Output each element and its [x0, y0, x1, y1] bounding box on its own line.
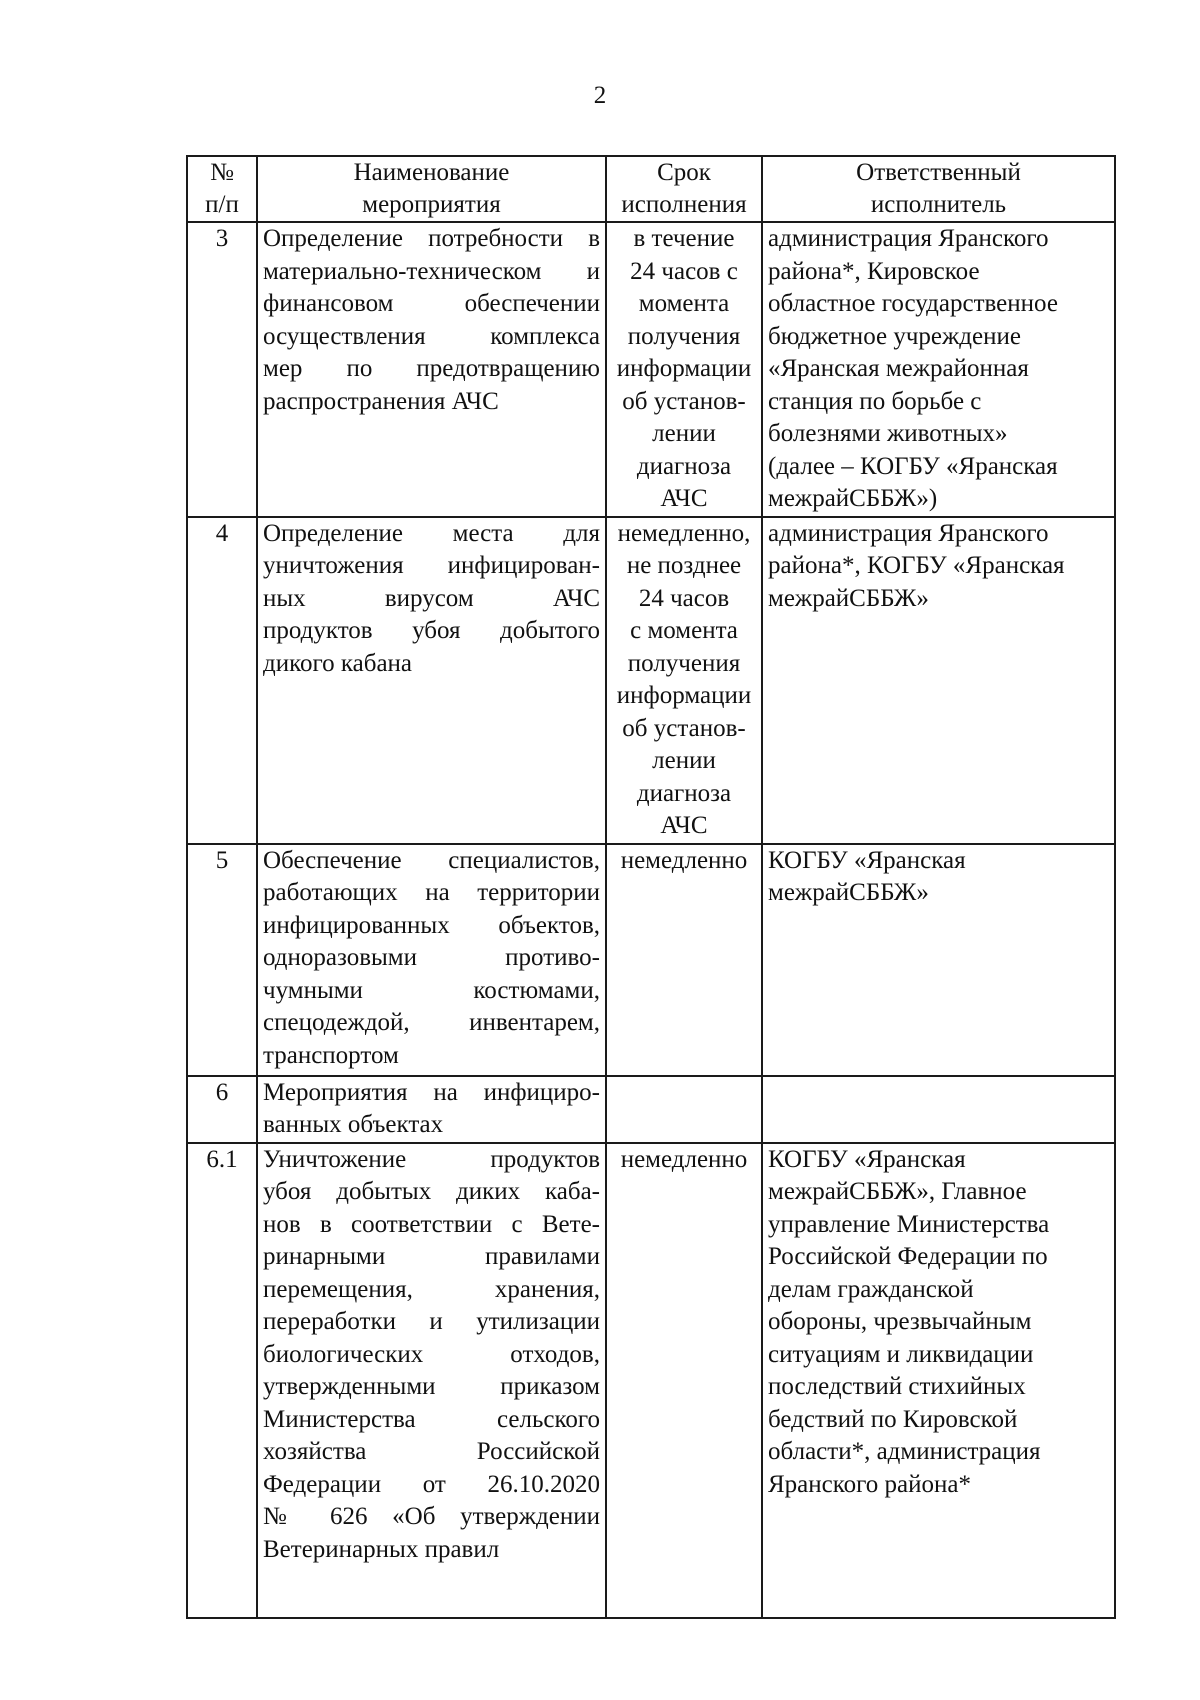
measure-name-line: № 626 «Об утверждении — [263, 1503, 600, 1530]
measure-name-line: ванных объектах — [263, 1111, 444, 1138]
responsible-executor-line: управление Министерства — [768, 1210, 1050, 1238]
execution-term-line: диагноза — [636, 452, 732, 480]
header-name: Наименование мероприятия — [257, 156, 606, 222]
measure-name-line: ных вирусом АЧС — [263, 584, 600, 612]
responsible-executor-line: последствий стихийных — [768, 1373, 1026, 1400]
measure-name-line: убоя добытых диких каба- — [263, 1178, 600, 1205]
measure-name-line: перемещения, хранения, — [263, 1275, 600, 1303]
responsible-executor-line: района*, Кировское — [768, 257, 980, 285]
execution-term-line: АЧС — [660, 485, 708, 512]
measure-name-line: уничтожения инфицирован- — [263, 552, 600, 579]
measure-name-line: продуктов убоя добытого — [263, 617, 600, 644]
execution-term-line: 24 часов с — [630, 257, 738, 285]
measure-name-line: биологических отходов, — [263, 1340, 600, 1368]
execution-term-line: лении — [652, 420, 716, 447]
execution-term-line: лении — [652, 747, 716, 774]
row-number: 4 — [187, 517, 257, 844]
measure-name-line: работающих на территории — [263, 879, 600, 906]
row-number: 5 — [187, 844, 257, 1076]
measure-name-line: чумными костюмами, — [263, 976, 600, 1004]
responsible-executor — [762, 1143, 1115, 1618]
execution-term — [606, 1076, 762, 1143]
measure-name — [257, 1143, 606, 1618]
responsible-executor — [762, 222, 1115, 517]
responsible-executor-line: ситуациям и ликвидации — [768, 1340, 1034, 1368]
responsible-executor-line: области*, администрация — [768, 1438, 1041, 1465]
responsible-executor — [762, 844, 1115, 1076]
responsible-executor — [762, 1076, 1115, 1143]
responsible-executor-line: администрация Яранского — [768, 225, 1049, 252]
measure-name-line: Определение потребности в — [263, 225, 600, 252]
measure-name-line: распространения АЧС — [263, 387, 499, 415]
responsible-executor-line: (далее – КОГБУ «Яранская — [768, 452, 1058, 480]
execution-term — [606, 222, 762, 517]
measure-name-line: финансовом обеспечении — [263, 290, 600, 317]
measure-name-line: Мероприятия на инфициро- — [263, 1078, 600, 1106]
responsible-executor-line: Российской Федерации по — [768, 1243, 1048, 1270]
execution-term-line: информации — [616, 355, 752, 382]
responsible-executor-line: межрайСББЖ» — [768, 879, 929, 906]
measure-name-line: дикого кабана — [263, 649, 413, 677]
execution-term — [606, 844, 762, 1076]
measure-name-line: нов в соответствии с Вете- — [263, 1210, 600, 1238]
execution-term-line: в течение — [633, 225, 735, 252]
execution-term-line: немедленно — [620, 1145, 748, 1173]
row-number: 6.1 — [187, 1143, 257, 1618]
execution-term-line: момента — [638, 290, 730, 317]
responsible-executor-line: администрация Яранского — [768, 519, 1049, 547]
header-num: № п/п — [187, 156, 257, 222]
measure-name-line: осуществления комплекса — [263, 322, 600, 350]
measure-name — [257, 222, 606, 517]
table-header-row — [187, 156, 1115, 222]
measure-name-line: материально-техническом и — [263, 257, 600, 285]
measure-name-line: хозяйства Российской — [263, 1438, 600, 1465]
row-number: 6 — [187, 1076, 257, 1143]
measure-name-line: спецодеждой, инвентарем, — [263, 1009, 600, 1036]
responsible-executor-line: «Яранская межрайонная — [768, 355, 1029, 382]
responsible-executor-line: станция по борьбе с — [768, 387, 982, 415]
measure-name-line: Обеспечение специалистов, — [263, 846, 600, 874]
execution-term — [606, 1143, 762, 1618]
table-row — [187, 1076, 1115, 1143]
responsible-executor-line: бюджетное учреждение — [768, 322, 1021, 350]
table-row — [187, 1143, 1115, 1618]
responsible-executor-line: КОГБУ «Яранская — [768, 1145, 966, 1173]
measure-name-line: ринарными правилами — [263, 1243, 600, 1270]
measure-name-line: инфицированных объектов, — [263, 911, 600, 939]
measure-name-line: переработки и утилизации — [263, 1308, 600, 1335]
measure-name-line: Ветеринарных правил — [263, 1535, 500, 1563]
measure-name-line: Министерства сельского — [263, 1405, 600, 1433]
table-row — [187, 222, 1115, 517]
measure-name-line: Определение места для — [263, 519, 600, 547]
measure-name-line: одноразовыми противо- — [263, 944, 600, 971]
execution-term-line: немедленно — [620, 846, 748, 874]
measure-name-line: мер по предотвращению — [263, 355, 600, 382]
execution-term-line: немедленно, — [617, 519, 751, 547]
row-number: 3 — [187, 222, 257, 517]
responsible-executor-line: межрайСББЖ», Главное — [768, 1178, 1027, 1205]
execution-term-line: информации — [616, 682, 752, 709]
execution-term-line: получения — [627, 649, 741, 677]
responsible-executor-line: КОГБУ «Яранская — [768, 846, 966, 874]
responsible-executor-line: делам гражданской — [768, 1275, 974, 1303]
execution-term-line: не позднее — [626, 552, 742, 579]
execution-term-line: об установ- — [622, 387, 746, 415]
responsible-executor — [762, 517, 1115, 844]
execution-term-line: с момента — [630, 617, 738, 644]
execution-term — [606, 517, 762, 844]
table-row — [187, 517, 1115, 844]
responsible-executor-line: межрайСББЖ») — [768, 485, 938, 512]
responsible-executor-line: района*, КОГБУ «Яранская — [768, 552, 1065, 579]
responsible-executor-line: болезнями животных» — [768, 420, 1008, 447]
page-number: 2 — [593, 82, 607, 109]
responsible-executor-line: бедствий по Кировской — [768, 1405, 1018, 1433]
execution-term-line: АЧС — [660, 812, 708, 839]
responsible-executor-line: межрайСББЖ» — [768, 584, 929, 612]
table-row — [187, 844, 1115, 1076]
measures-table — [186, 155, 1116, 1619]
responsible-executor-line: Яранского района* — [768, 1470, 971, 1498]
measure-name-line: утвержденными приказом — [263, 1373, 600, 1400]
execution-term-line: диагноза — [636, 779, 732, 807]
header-term: Срок исполнения — [606, 156, 762, 222]
execution-term-line: 24 часов — [638, 584, 730, 612]
responsible-executor-line: обороны, чрезвычайным — [768, 1308, 1032, 1335]
measure-name — [257, 517, 606, 844]
measure-name — [257, 844, 606, 1076]
execution-term-line: получения — [627, 322, 741, 350]
execution-term-line: об установ- — [622, 714, 746, 742]
header-responsible: Ответственный исполнитель — [762, 156, 1115, 222]
measure-name-line: Уничтожение продуктов — [263, 1145, 600, 1173]
measure-name-line: Федерации от 26.10.2020 — [263, 1470, 600, 1498]
measure-name — [257, 1076, 606, 1143]
measure-name-line: транспортом — [263, 1041, 399, 1069]
responsible-executor-line: областное государственное — [768, 290, 1058, 317]
